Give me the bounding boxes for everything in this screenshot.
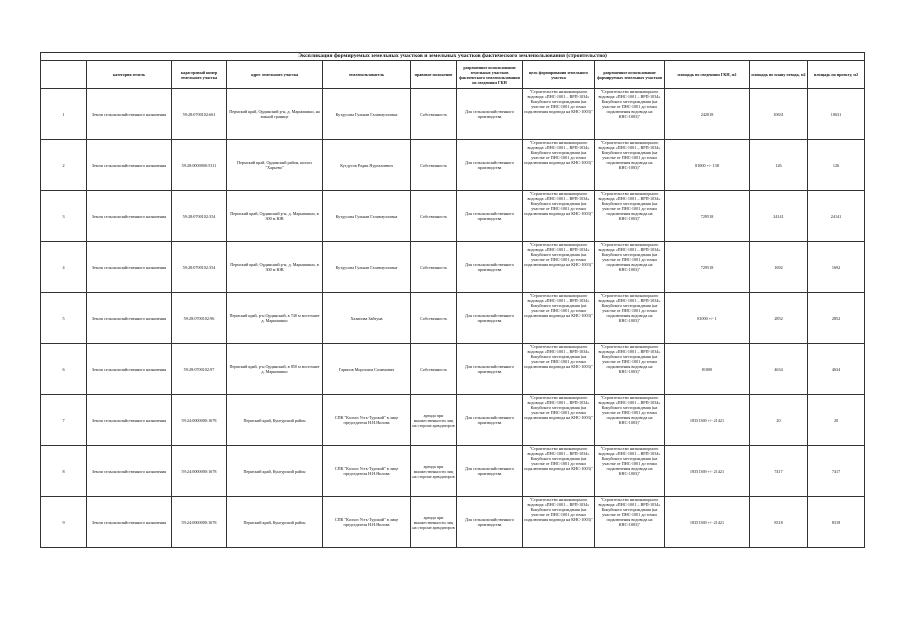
row-permitted: Для сельскохозяйственного производства bbox=[457, 140, 523, 191]
row-user: СПК "Колхоз Усть-Турский" в лице председателя Н.Н.Нилова bbox=[323, 497, 411, 548]
row-cadastral: 59:24:0000000:1678 bbox=[172, 395, 227, 446]
table-row bbox=[41, 191, 865, 242]
row-purpose bbox=[523, 293, 595, 344]
row-permitted: Для сельскохозяйственного производства bbox=[457, 293, 523, 344]
row-use-text: "Строительство низконапорного водовода «ПНС-1001 – ВРП-1034» Кокуйского месторождения (на участке от ПНС-1001 до точки подключения водовода на КНС-1003)" bbox=[598, 344, 661, 374]
row-purpose bbox=[523, 191, 595, 242]
row-permitted: Для сельскохозяйственного производства bbox=[457, 191, 523, 242]
row-use-text: "Строительство низконапорного водовода «ПНС-1001 – ВРП-1034» Кокуйского месторождения (на участке от ПНС-1001 до точки подключения водовода на КНС-1003)" bbox=[598, 242, 661, 272]
row-number: 9 bbox=[41, 497, 87, 548]
row-use bbox=[595, 395, 665, 446]
row-legal: Собственность bbox=[411, 242, 457, 293]
row-purpose bbox=[523, 344, 595, 395]
row-area-gkn: 18351369 +/- 21421 bbox=[665, 395, 750, 446]
row-permitted: Для сельскохозяйственного производства bbox=[457, 89, 523, 140]
row-use-text: "Строительство низконапорного водовода «ПНС-1001 – ВРП-1034» Кокуйского месторождения (на участке от ПНС-1001 до точки подключения водовода на КНС-1003)" bbox=[598, 395, 661, 425]
header-number bbox=[41, 61, 87, 89]
row-address: Пермский край, Ординский р-н, д. Марнишино, в 300 м ЮВ bbox=[227, 191, 323, 242]
row-user: Хазипова Зайтуна bbox=[323, 293, 411, 344]
row-permitted: Для сельскохозяйственного производства bbox=[457, 242, 523, 293]
row-area-project: 1692 bbox=[808, 242, 865, 293]
row-area-project: 126 bbox=[808, 140, 865, 191]
row-legal: Собственность bbox=[411, 89, 457, 140]
row-use bbox=[595, 191, 665, 242]
row-area-gkn: 81000 +/- 138 bbox=[665, 140, 750, 191]
row-permitted: Для сельскохозяйственного производства bbox=[457, 497, 523, 548]
table-row bbox=[41, 89, 865, 140]
header-legal: правовое положение bbox=[411, 61, 457, 89]
row-number: 7 bbox=[41, 395, 87, 446]
row-address: Пермский край, Ординский район, колхоз "Харьево" bbox=[227, 140, 323, 191]
row-use bbox=[595, 89, 665, 140]
row-use bbox=[595, 242, 665, 293]
row-cadastral: 59:28:0700102:97 bbox=[172, 344, 227, 395]
row-purpose-text: "Строительство низконапорного водовода «ПНС-1001 – ВРП-1034» Кокуйского месторождения (на участке от ПНС-1001 до точки подключения водовода на КНС-1003)" bbox=[524, 344, 593, 369]
row-area-plan: 24141 bbox=[750, 191, 808, 242]
row-cadastral: 59:28:0000000:5311 bbox=[172, 140, 227, 191]
row-use-text: "Строительство низконапорного водовода «ПНС-1001 – ВРП-1034» Кокуйского месторождения (на участке от ПНС-1001 до точки подключения водовода на КНС-1003)" bbox=[598, 446, 661, 476]
row-purpose-text: "Строительство низконапорного водовода «ПНС-1001 – ВРП-1034» Кокуйского месторождения (на участке от ПНС-1001 до точки подключения водовода на КНС-1003)" bbox=[524, 395, 593, 420]
row-area-plan: 2852 bbox=[750, 293, 808, 344]
row-number: 3 bbox=[41, 191, 87, 242]
row-category: Земли сельскохозяйственного назначения bbox=[87, 497, 172, 548]
row-cadastral: 59:28:0700102:354 bbox=[172, 242, 227, 293]
row-category: Земли сельскохозяйственного назначения bbox=[87, 344, 172, 395]
header-area-gkn: площадь по сведениям ГКН, м2 bbox=[665, 61, 750, 89]
row-user: СПК "Колхоз Усть-Турский" в лице председателя Н.Н.Нилова bbox=[323, 395, 411, 446]
row-area-plan: 126 bbox=[750, 140, 808, 191]
row-area-gkn: 81000 bbox=[665, 344, 750, 395]
table-title: Экспликация формируемых земельных участков и земельных участков фактического землепользования (строительство) bbox=[41, 53, 865, 61]
table-row bbox=[41, 242, 865, 293]
row-area-plan: 1692 bbox=[750, 242, 808, 293]
row-address: Пермский край, Ординский р-н, д. Марнишино, в 300 м ЮВ bbox=[227, 242, 323, 293]
row-number: 6 bbox=[41, 344, 87, 395]
row-cadastral: 59:28:0700102:96 bbox=[172, 293, 227, 344]
explication-table bbox=[40, 52, 865, 548]
row-address: Пермский край, р-н Ординский, в 850 м восточнее д. Марнишино bbox=[227, 344, 323, 395]
row-address: Пермский край, Кунгурский район bbox=[227, 497, 323, 548]
header-address: адрес земельного участка bbox=[227, 61, 323, 89]
row-use bbox=[595, 344, 665, 395]
row-legal: аренда при множественности лиц на стороне арендаторов bbox=[411, 446, 457, 497]
row-category: Земли сельскохозяйственного назначения bbox=[87, 446, 172, 497]
row-use-text: "Строительство низконапорного водовода «ПНС-1001 – ВРП-1034» Кокуйского месторождения (на участке от ПНС-1001 до точки подключения водовода на КНС-1003)" bbox=[598, 89, 661, 119]
row-purpose-text: "Строительство низконапорного водовода «ПНС-1001 – ВРП-1034» Кокуйского месторождения (на участке от ПНС-1001 до точки подключения водовода на КНС-1003)" bbox=[524, 497, 593, 522]
row-use-text: "Строительство низконапорного водовода «ПНС-1001 – ВРП-1034» Кокуйского месторождения (на участке от ПНС-1001 до точки подключения водовода на КНС-1003)" bbox=[598, 191, 661, 221]
row-purpose-text: "Строительство низконапорного водовода «ПНС-1001 – ВРП-1034» Кокуйского месторождения (на участке от ПНС-1001 до точки подключения водовода на КНС-1003)" bbox=[524, 446, 593, 471]
row-area-plan: 20 bbox=[750, 395, 808, 446]
row-category: Земли сельскохозяйственного назначения bbox=[87, 191, 172, 242]
row-area-plan: 7417 bbox=[750, 446, 808, 497]
row-permitted: Для сельскохозяйственного производства bbox=[457, 395, 523, 446]
row-cadastral: 59:24:0000000:1678 bbox=[172, 446, 227, 497]
table-row bbox=[41, 395, 865, 446]
row-area-plan: 4634 bbox=[750, 344, 808, 395]
explication-sheet bbox=[40, 52, 864, 548]
row-purpose-text: "Строительство низконапорного водовода «ПНС-1001 – ВРП-1034» Кокуйского месторождения (на участке от ПНС-1001 до точки подключения водовода на КНС-1003)" bbox=[524, 89, 593, 114]
header-purpose: цель формирования земельного участка bbox=[523, 61, 595, 89]
row-permitted: Для сельскохозяйственного производства bbox=[457, 446, 523, 497]
header-area-plan: площадь по плану отвода, м2 bbox=[750, 61, 808, 89]
header-cadastral: кадастровый номер земельного участка bbox=[172, 61, 227, 89]
row-legal: аренда при множественности лиц на стороне арендаторов bbox=[411, 395, 457, 446]
row-purpose bbox=[523, 446, 595, 497]
row-cadastral: 59:24:0000000:1678 bbox=[172, 497, 227, 548]
row-legal: аренда при множественности лиц на стороне арендаторов bbox=[411, 497, 457, 548]
row-area-gkn: 242018 bbox=[665, 89, 750, 140]
row-number: 5 bbox=[41, 293, 87, 344]
row-address: Пермский край, Кунгурский район bbox=[227, 395, 323, 446]
row-cadastral: 59:28:0700102:661 bbox=[172, 89, 227, 140]
row-user: Гарипов Моргалим Салимович bbox=[323, 344, 411, 395]
row-use bbox=[595, 293, 665, 344]
row-purpose bbox=[523, 242, 595, 293]
row-area-project: 7417 bbox=[808, 446, 865, 497]
row-area-gkn: 18351369 +/- 21421 bbox=[665, 446, 750, 497]
row-use-text: "Строительство низконапорного водовода «ПНС-1001 – ВРП-1034» Кокуйского месторождения (на участке от ПНС-1001 до точки подключения водовода на КНС-1003)" bbox=[598, 293, 661, 323]
row-legal: Собственность bbox=[411, 344, 457, 395]
table-row bbox=[41, 140, 865, 191]
row-area-project: 8318 bbox=[808, 497, 865, 548]
row-area-project: 4634 bbox=[808, 344, 865, 395]
row-use bbox=[595, 497, 665, 548]
row-purpose-text: "Строительство низконапорного водовода «ПНС-1001 – ВРП-1034» Кокуйского месторождения (на участке от ПНС-1001 до точки подключения водовода на КНС-1003)" bbox=[524, 242, 593, 267]
row-use-text: "Строительство низконапорного водовода «ПНС-1001 – ВРП-1034» Кокуйского месторождения (на участке от ПНС-1001 до точки подключения водовода на КНС-1003)" bbox=[598, 497, 661, 527]
row-use bbox=[595, 140, 665, 191]
row-address: Пермский край, Ординский р-н, д. Марнишино, на южной границе bbox=[227, 89, 323, 140]
row-purpose bbox=[523, 497, 595, 548]
header-area-project: площадь по проекту, м2 bbox=[808, 61, 865, 89]
row-address: Пермский край, р-н Ординский, в 740 м восточнее д. Марнишино bbox=[227, 293, 323, 344]
row-legal: Собственность bbox=[411, 191, 457, 242]
row-permitted: Для сельскохозяйственного производства bbox=[457, 344, 523, 395]
row-area-gkn: 18351369 +/- 21421 bbox=[665, 497, 750, 548]
header-user: землепользователь bbox=[323, 61, 411, 89]
row-user: Кутдусова Гульнав Галимзулловна bbox=[323, 242, 411, 293]
row-area-gkn: 81000 +/- 1 bbox=[665, 293, 750, 344]
row-purpose-text: "Строительство низконапорного водовода «ПНС-1001 – ВРП-1034» Кокуйского месторождения (на участке от ПНС-1001 до точки подключения водовода на КНС-1003)" bbox=[524, 191, 593, 216]
row-purpose-text: "Строительство низконапорного водовода «ПНС-1001 – ВРП-1034» Кокуйского месторождения (на участке от ПНС-1001 до точки подключения водовода на КНС-1003)" bbox=[524, 293, 593, 318]
row-category: Земли сельскохозяйственного назначения bbox=[87, 293, 172, 344]
row-area-project: 24141 bbox=[808, 191, 865, 242]
row-number: 8 bbox=[41, 446, 87, 497]
header-permitted-text: разрешенное использование земельных участков фактического землепользования по сведениям ГКН bbox=[459, 64, 520, 85]
row-legal: Собственность bbox=[411, 293, 457, 344]
table-row bbox=[41, 293, 865, 344]
row-cadastral: 59:28:0700102:354 bbox=[172, 191, 227, 242]
row-area-plan: 10631 bbox=[750, 89, 808, 140]
header-category: категория земель bbox=[87, 61, 172, 89]
row-area-project: 2852 bbox=[808, 293, 865, 344]
row-user: Кутдусова Гульнав Галимзулловна bbox=[323, 191, 411, 242]
row-address: Пермский край, Кунгурский район bbox=[227, 446, 323, 497]
row-area-project: 10631 bbox=[808, 89, 865, 140]
row-category: Земли сельскохозяйственного назначения bbox=[87, 140, 172, 191]
row-user: Кутдусова Гульнав Галимзулловна bbox=[323, 89, 411, 140]
row-purpose bbox=[523, 140, 595, 191]
table-title-row bbox=[41, 53, 865, 61]
table-row bbox=[41, 344, 865, 395]
row-user: Кутдусов Радик Нургалиевич bbox=[323, 140, 411, 191]
row-area-plan: 8318 bbox=[750, 497, 808, 548]
row-number: 2 bbox=[41, 140, 87, 191]
row-user: СПК "Колхоз Усть-Турский" в лице председателя Н.Н.Нилова bbox=[323, 446, 411, 497]
row-use bbox=[595, 446, 665, 497]
row-category: Земли сельскохозяйственного назначения bbox=[87, 242, 172, 293]
row-use-text: "Строительство низконапорного водовода «ПНС-1001 – ВРП-1034» Кокуйского месторождения (на участке от ПНС-1001 до точки подключения водовода на КНС-1003)" bbox=[598, 140, 661, 170]
row-number: 1 bbox=[41, 89, 87, 140]
header-use: разрешенное использование формируемых земельных участков bbox=[595, 61, 665, 89]
row-area-gkn: 729518 bbox=[665, 191, 750, 242]
row-number: 4 bbox=[41, 242, 87, 293]
row-purpose bbox=[523, 395, 595, 446]
table-row bbox=[41, 446, 865, 497]
row-legal: Собственность bbox=[411, 140, 457, 191]
row-area-gkn: 729518 bbox=[665, 242, 750, 293]
table-row bbox=[41, 497, 865, 548]
header-permitted bbox=[457, 61, 523, 89]
row-category: Земли сельскохозяйственного назначения bbox=[87, 395, 172, 446]
row-area-project: 20 bbox=[808, 395, 865, 446]
row-category: Земли сельскохозяйственного назначения bbox=[87, 89, 172, 140]
row-purpose bbox=[523, 89, 595, 140]
row-purpose-text: "Строительство низконапорного водовода «ПНС-1001 – ВРП-1034» Кокуйского месторождения (на участке от ПНС-1001 до точки подключения водовода на КНС-1003)" bbox=[524, 140, 593, 165]
header-row bbox=[41, 61, 865, 89]
